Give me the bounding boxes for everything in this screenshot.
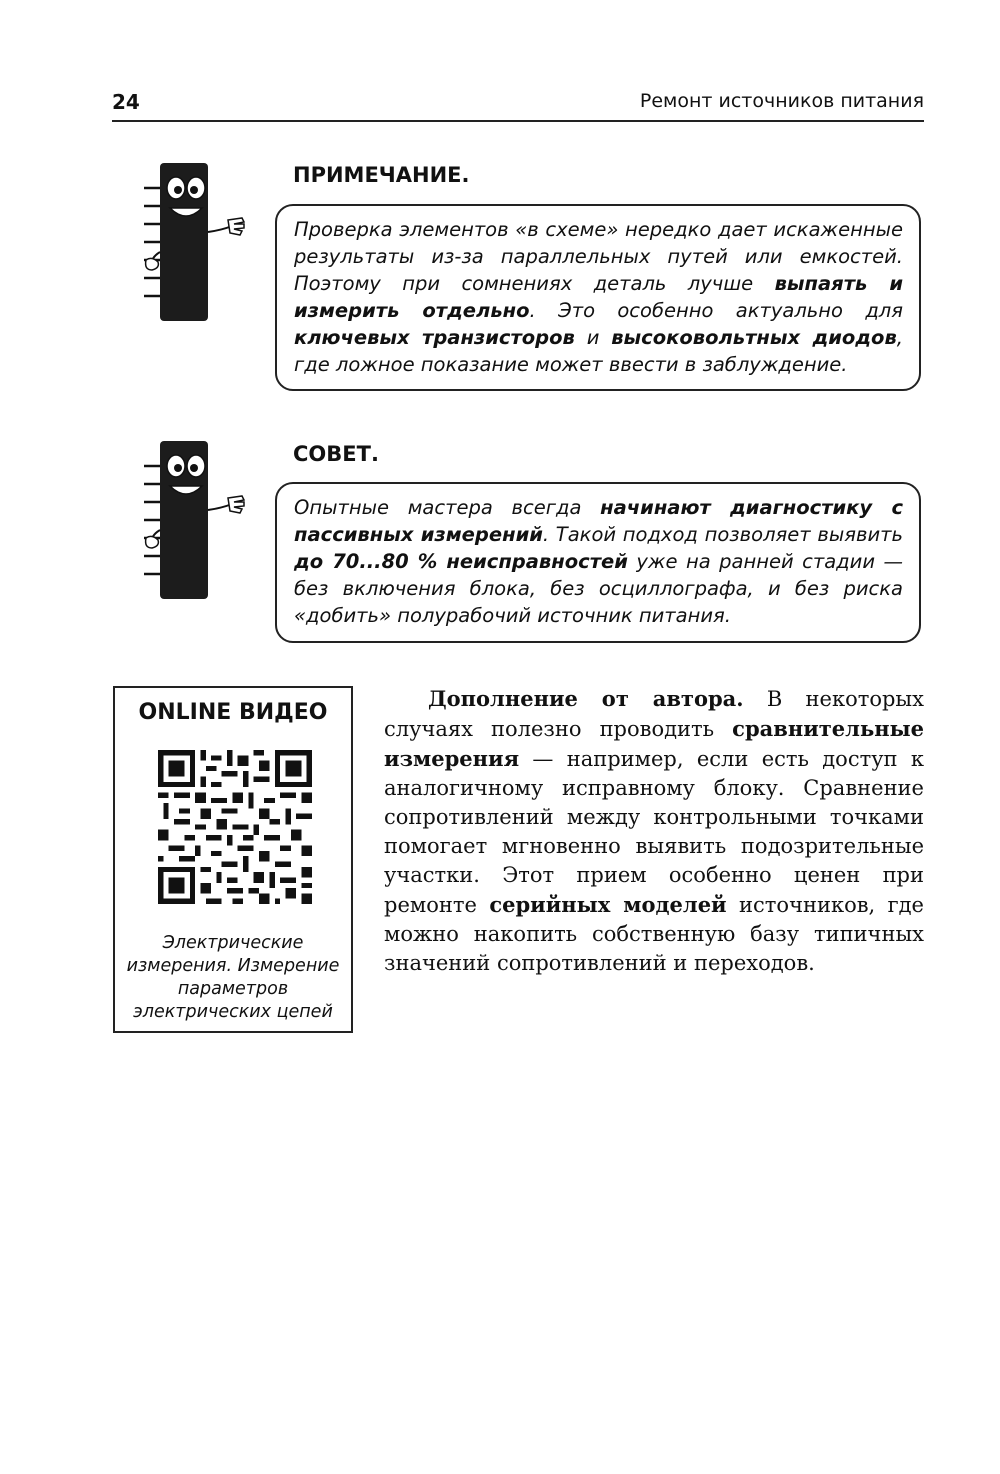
note-title: ПРИМЕЧАНИЕ. bbox=[293, 163, 470, 187]
online-video-box[interactable] bbox=[113, 686, 353, 1033]
chip-mascot-icon bbox=[140, 158, 255, 323]
page-number: 24 bbox=[112, 90, 140, 114]
qr-code-icon[interactable] bbox=[158, 750, 312, 904]
video-title: ONLINE ВИДЕО bbox=[138, 700, 328, 725]
running-title: Ремонт источников питания bbox=[639, 90, 924, 112]
note-box: Проверка элементов «в схеме» нередко дает искаженные результаты из-за параллельных путей или емкостей. Поэтому при сомнениях деталь лучше выпаять и измерить отдельно. Это особенно актуально для ключевых транзисторов и высоковольтных диодов, где ложное показание может ввести в заблуждение. bbox=[275, 204, 921, 391]
video-caption: Электрические измерения. Измерение параметров электрических цепей bbox=[126, 933, 340, 1022]
chip-mascot-icon bbox=[140, 436, 255, 601]
tip-title: СОВЕТ. bbox=[293, 442, 379, 466]
tip-box: Опытные мастера всегда начинают диагностику с пассивных измерений. Такой подход позволяет выявить до 70...80 % неисправностей уже на ранней стадии — без включения блока, без осциллографа, и без риска «добить» полурабочий источник питания. bbox=[275, 482, 921, 643]
page-header bbox=[112, 90, 924, 122]
author-addendum: Дополнение от автора. В некоторых случаях полезно проводить сравнительные измерения — например, если есть доступ к аналогичному исправному блоку. Сравнение сопротивлений между контрольными точками помогает мгновенно выявить подозрительные участки. Этот прием особенно ценен при ремонте серийных моделей источников, где можно накопить собственную базу типичных значений сопротивлений и переходов. bbox=[384, 686, 924, 975]
